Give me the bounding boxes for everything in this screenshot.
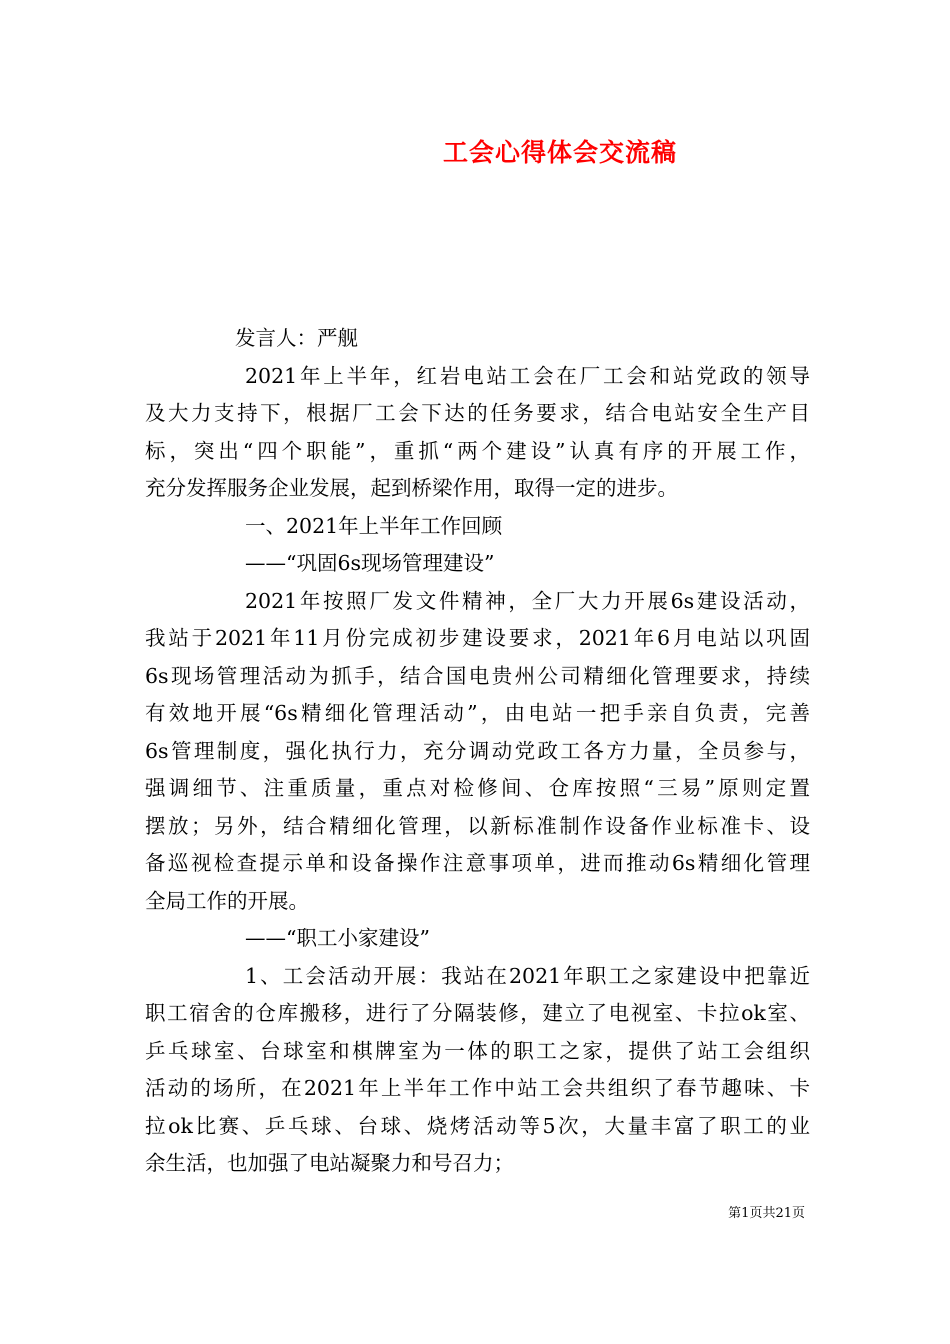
paragraph-line: 我站于2021年11月份完成初步建设要求，2021年6月电站以巩固 [145, 626, 810, 650]
paragraph-line: 6s管理制度，强化执行力，充分调动党政工各方力量，全员参与， [145, 738, 810, 763]
paragraph-line: 2021年上半年，红岩电站工会在厂工会和站党政的领导 [245, 363, 810, 388]
paragraph-line: 全局工作的开展。 [145, 888, 309, 913]
paragraph-line: 及大力支持下，根据厂工会下达的任务要求，结合电站安全生产目 [145, 401, 810, 425]
paragraph-line: 强调细节、注重质量，重点对检修间、仓库按照“三易”原则定置 [145, 776, 810, 800]
paragraph-line: 有效地开展“6s精细化管理活动”，由电站一把手亲自负责，完善 [145, 701, 810, 725]
paragraph-line: 6s现场管理活动为抓手，结合国电贵州公司精细化管理要求，持续 [145, 663, 810, 688]
paragraph-line: 拉ok比赛、乒乓球、台球、烧烤活动等5次，大量丰富了职工的业 [145, 1113, 810, 1138]
document-body [145, 320, 810, 1183]
paragraph-line: 余生活，也加强了电站凝聚力和号召力； [145, 1151, 514, 1175]
paragraph-line: 1、工会活动开展：我站在2021年职工之家建设中把靠近 [245, 963, 810, 988]
section-heading: 一、2021年上半年工作回顾 [245, 513, 503, 538]
paragraph-line: 2021年按照厂发文件精神，全厂大力开展6s建设活动， [245, 588, 810, 613]
paragraph-line: 摆放；另外，结合精细化管理，以新标准制作设备作业标准卡、设 [145, 813, 810, 838]
subsection-heading: ——“职工小家建设” [245, 926, 430, 950]
page-number: 第1页共21页 [728, 1206, 805, 1221]
paragraph-line: 充分发挥服务企业发展，起到桥梁作用，取得一定的进步。 [145, 476, 678, 500]
speaker-line: 发言人：严舰 [235, 326, 358, 350]
paragraph-line: 乒乓球室、台球室和棋牌室为一体的职工之家，提供了站工会组织 [145, 1038, 810, 1063]
paragraph-line: 职工宿舍的仓库搬移，进行了分隔装修，建立了电视室、卡拉ok室、 [145, 1001, 810, 1025]
document-title: 工会心得体会交流稿 [442, 138, 677, 167]
paragraph-line: 备巡视检查提示单和设备操作注意事项单，进而推动6s精细化管理 [145, 851, 810, 875]
paragraph-line: 活动的场所，在2021年上半年工作中站工会共组织了春节趣味、卡 [145, 1076, 810, 1100]
subsection-heading: ——“巩固6s现场管理建设” [245, 551, 495, 575]
paragraph-line: 标，突出“四个职能”，重抓“两个建设”认真有序的开展工作， [145, 438, 810, 463]
